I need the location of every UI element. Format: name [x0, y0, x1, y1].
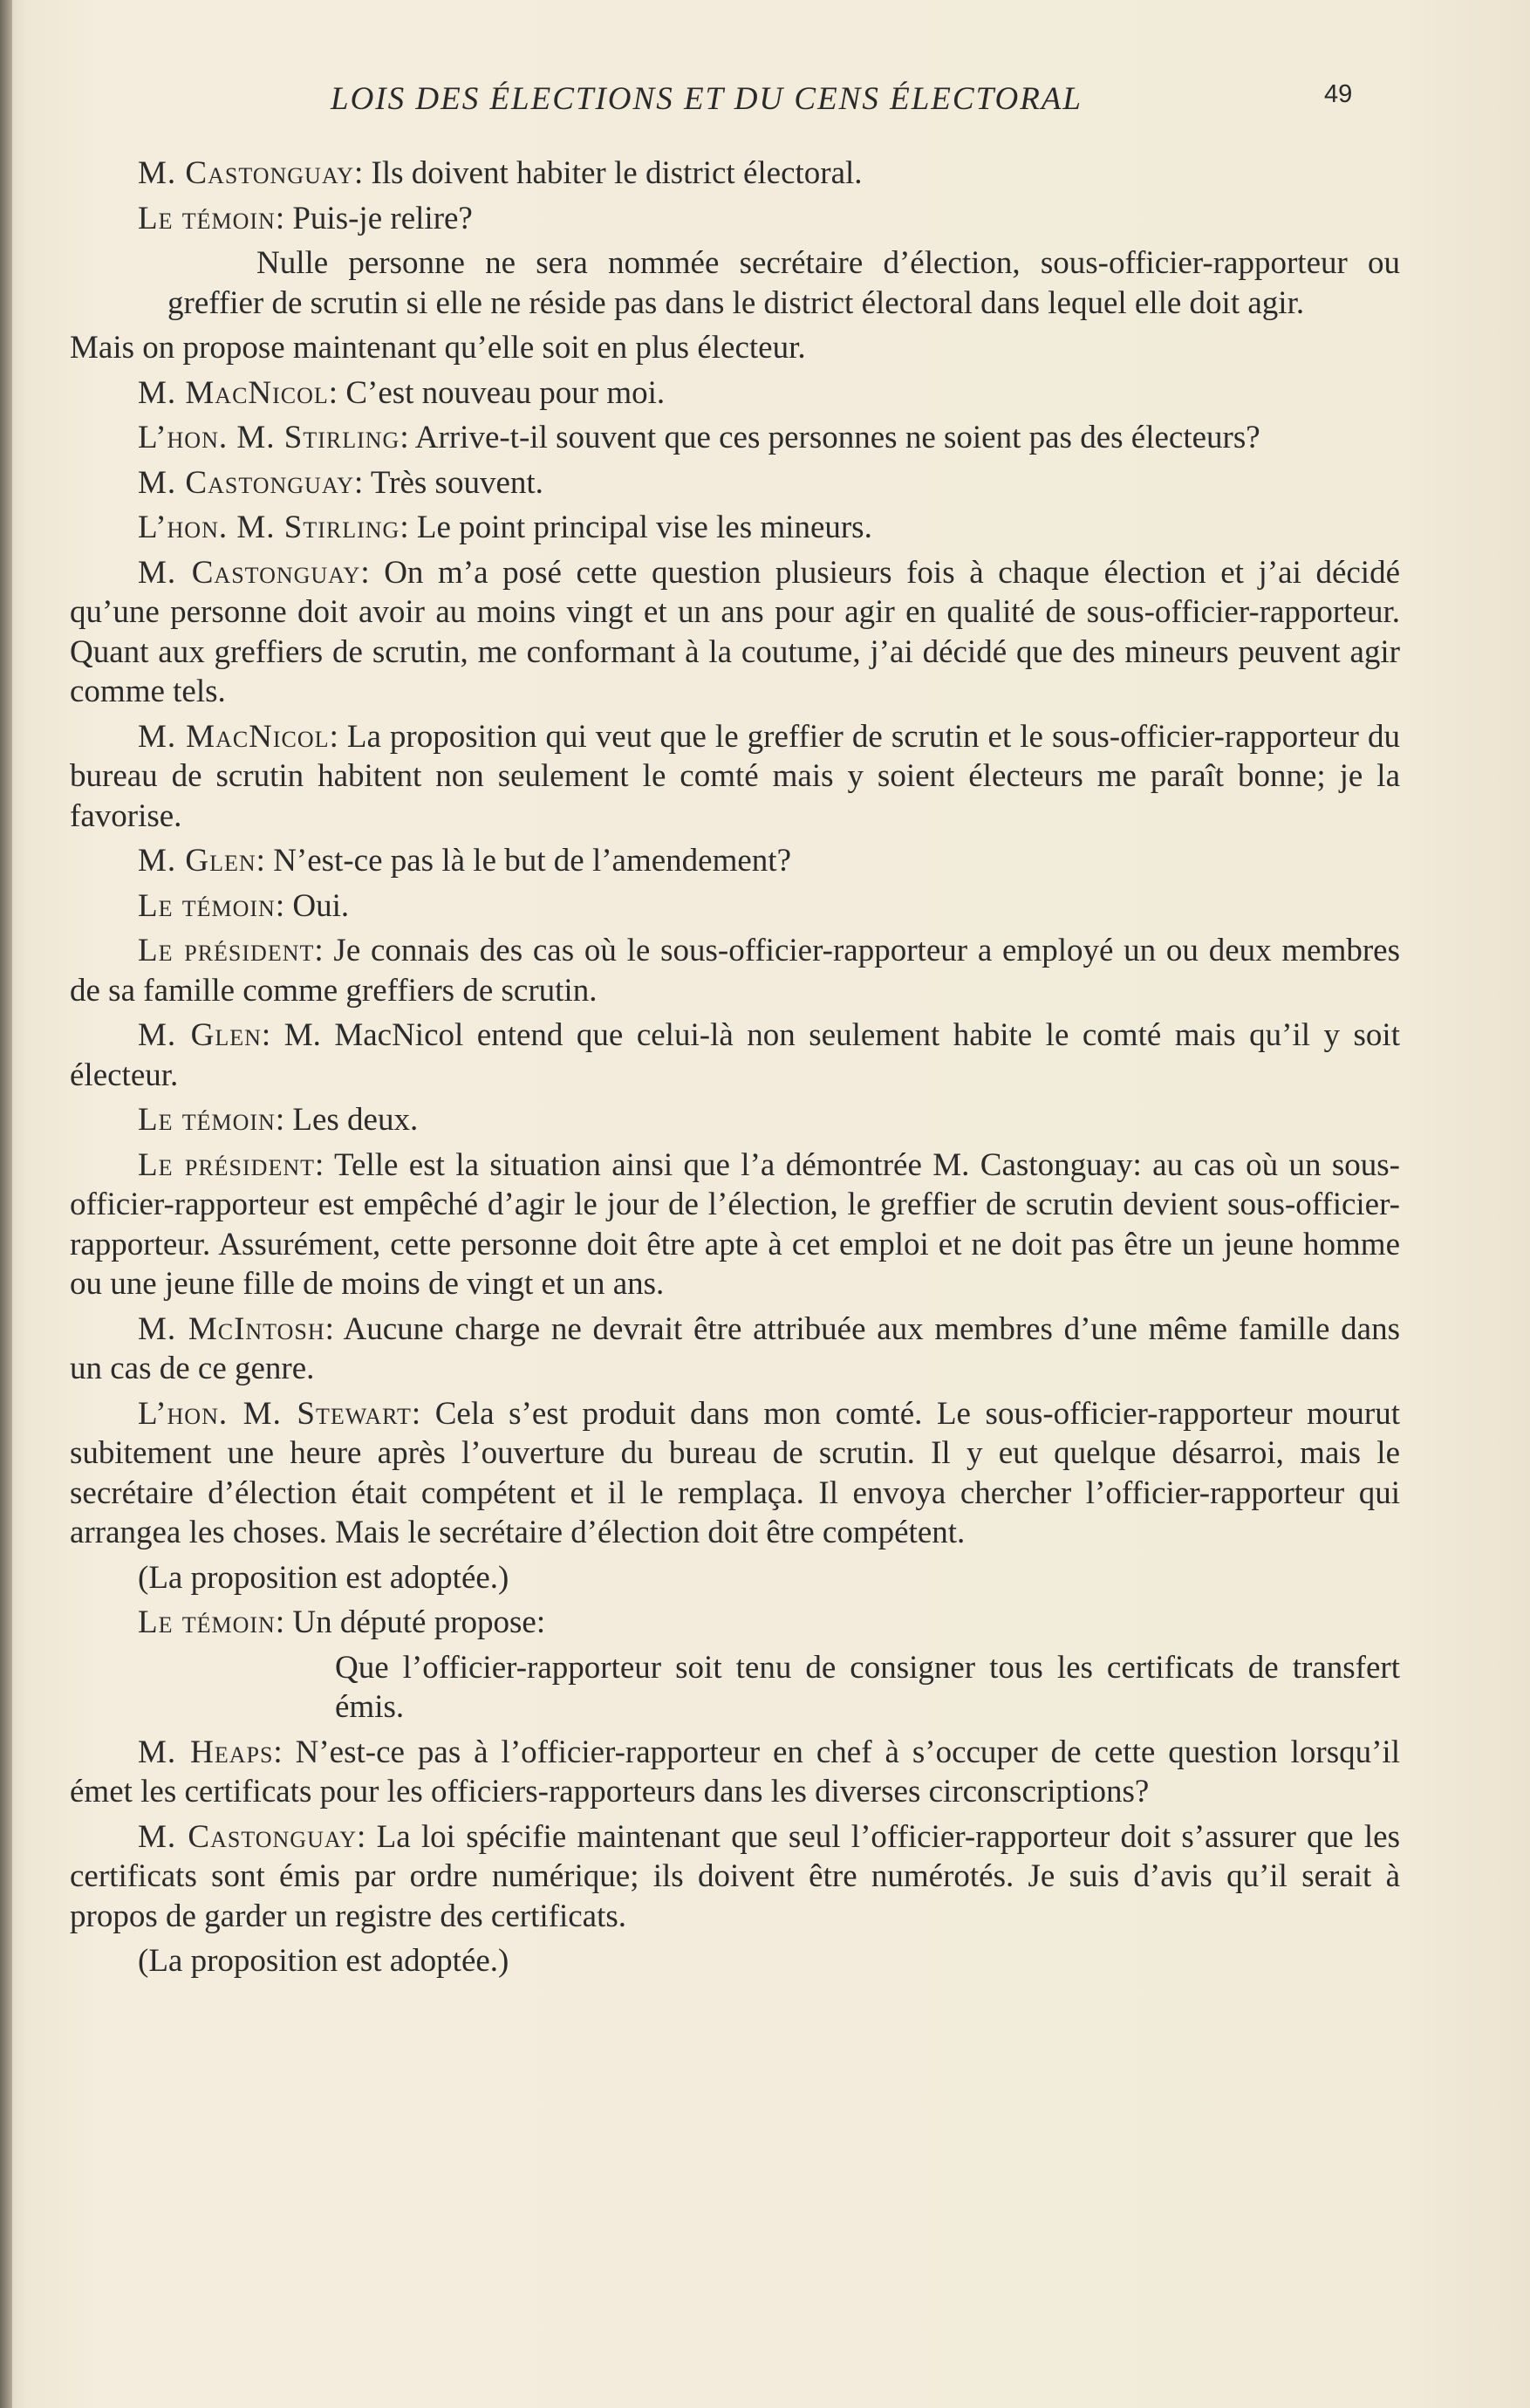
- paragraph-text: : Oui.: [275, 887, 350, 924]
- speaker-name: Le témoin: [138, 200, 276, 236]
- paragraph-text: : Très souvent.: [354, 464, 543, 501]
- paragraph: [70, 931, 1400, 1010]
- paragraph-text: : Un député propose:: [275, 1604, 546, 1640]
- paragraph: [70, 1733, 1400, 1812]
- paragraph: [70, 418, 1400, 458]
- paragraph-text: : Aucune charge ne devrait être attribuée aux membres d’une même famille dans un cas de ce genre.: [70, 1310, 1400, 1386]
- speaker-name: Le témoin: [138, 1604, 276, 1640]
- paragraph: [70, 1310, 1400, 1389]
- page-number: 49: [1324, 80, 1353, 108]
- speaker-name: M. MacNicol: [138, 374, 329, 411]
- paragraph: [70, 1100, 1400, 1140]
- speaker-name: M. MacNicol: [138, 718, 330, 755]
- speaker-name: M. Castonguay: [138, 1818, 358, 1855]
- speaker-name: M. Castonguay: [138, 464, 354, 501]
- paragraph: [70, 1817, 1400, 1937]
- paragraph-text: (La proposition est adoptée.): [138, 1559, 509, 1596]
- paragraph: [70, 199, 1400, 239]
- quoted-text: [167, 243, 1400, 323]
- paragraph-text: Mais on propose maintenant qu’elle soit en plus électeur.: [70, 330, 806, 366]
- running-header-title: LOIS DES ÉLECTIONS ET DU CENS ÉLECTORAL: [331, 81, 1083, 117]
- paragraph: [70, 1146, 1400, 1304]
- paragraph: [70, 1941, 1400, 1981]
- speaker-name: M. McIntosh: [138, 1310, 325, 1347]
- quoted-text: [298, 1648, 1400, 1727]
- speaker-name: M. Castonguay: [138, 554, 361, 591]
- paragraph: [70, 717, 1400, 837]
- paragraph: [70, 1558, 1400, 1598]
- paragraph-text: : Arrive-t-il souvent que ces personnes ne soient pas des électeurs?: [400, 420, 1260, 455]
- paragraph-text: : Le point principal vise les mineurs.: [400, 510, 872, 545]
- paragraph-text: Que l’officier-rapporteur soit tenu de consigner tous les certificats de transfert émis.: [335, 1649, 1400, 1725]
- paragraph-text: : Telle est la situation ainsi que l’a démontrée M. Castonguay: au cas où un sous-officier-rapporteur est empêché d’agir le jour de l’élection, le greffier de scrutin devient sous-officier-rapporteur. Assurément, cette personne doit être apte à cet emploi et ne doit pas être un jeune homme ou une jeune fille de moins de vingt et un ans.: [70, 1146, 1400, 1302]
- paragraph-text: : La proposition qui veut que le greffier de scrutin et le sous-officier-rapporteur du bureau de scrutin habitent non seulement le comté mais y soient électeurs me paraît bonne; je la favorise.: [70, 718, 1400, 834]
- paragraph-text: : On m’a posé cette question plusieurs fois à chaque élection et j’ai décidé qu’une personne doit avoir au moins vingt et un ans pour agir en qualité de sous-officier-rapporteur. Quant aux greffiers de scrutin, me conformant à la coutume, j’ai décidé que des mineurs peuvent agir comme tels.: [70, 554, 1400, 709]
- speaker-name: Le témoin: [138, 1102, 276, 1138]
- speaker-name: M. Castonguay: [138, 155, 354, 191]
- paragraph-text: : Ils doivent habiter le district électoral.: [354, 155, 863, 191]
- paragraph: [70, 553, 1400, 712]
- paragraph: [70, 373, 1400, 414]
- speaker-name: Le président: [138, 933, 315, 968]
- paragraph: [70, 886, 1400, 927]
- paragraph-text: : La loi spécifie maintenant que seul l’officier-rapporteur doit s’assurer que les certificats sont émis par ordre numérique; ils doivent être numérotés. Je suis d’avis qu’il serait à propos de garder un registre des certificats.: [70, 1818, 1400, 1934]
- paragraph-text: : Je connais des cas où le sous-officier-rapporteur a employé un ou deux membres de sa famille comme greffiers de scrutin.: [70, 933, 1400, 1009]
- paragraph: [70, 841, 1400, 881]
- paragraph-text: : N’est-ce pas à l’officier-rapporteur en chef à s’occuper de cette question lorsqu’il émet les certificats pour les officiers-rapporteurs dans les diverses circonscriptions?: [70, 1734, 1400, 1809]
- paragraph-text: : Puis-je relire?: [275, 200, 473, 236]
- speaker-name: M. Glen: [138, 1017, 262, 1053]
- paragraph: [70, 328, 1400, 368]
- paragraph: [70, 1394, 1400, 1553]
- speaker-name: L’hon. M. Stirling: [138, 510, 400, 545]
- body-text: [70, 154, 1400, 1987]
- speaker-name: M. Glen: [138, 843, 256, 879]
- binding-edge: [0, 0, 12, 2408]
- paragraph-text: Nulle personne ne sera nommée secrétaire d’élection, sous-officier-rapporteur ou greffier de scrutin si elle ne réside pas dans le district électoral dans lequel elle doit agir.: [167, 245, 1400, 321]
- paragraph-text: : Les deux.: [275, 1102, 419, 1138]
- paragraph: [70, 463, 1400, 503]
- speaker-name: M. Heaps: [138, 1734, 274, 1770]
- paragraph-text: : N’est-ce pas là le but de l’amendement?: [256, 843, 791, 879]
- paragraph-text: (La proposition est adoptée.): [138, 1943, 509, 1979]
- speaker-name: Le président: [138, 1146, 315, 1183]
- paragraph-text: : M. MacNicol entend que celui-là non seulement habite le comté mais qu’il y soit électeur.: [70, 1017, 1400, 1093]
- paragraph-text: : Cela s’est produit dans mon comté. Le sous-officier-rapporteur mourut subitement une heure après l’ouverture du bureau de scrutin. Il y eut quelque désarroi, mais le secrétaire d’élection était compétent et il le remplaça. Il envoya chercher l’officier-rapporteur qui arrangea les choses. Mais le secrétaire d’élection doit être compétent.: [70, 1395, 1400, 1550]
- paragraph: [70, 1603, 1400, 1643]
- paragraph: [70, 508, 1400, 548]
- speaker-name: Le témoin: [138, 887, 276, 924]
- speaker-name: L’hon. M. Stirling: [138, 420, 400, 455]
- paragraph-text: : C’est nouveau pour moi.: [328, 374, 666, 411]
- paragraph: [70, 1016, 1400, 1095]
- speaker-name: L’hon. M. Stewart: [138, 1395, 412, 1432]
- paragraph: [70, 154, 1400, 194]
